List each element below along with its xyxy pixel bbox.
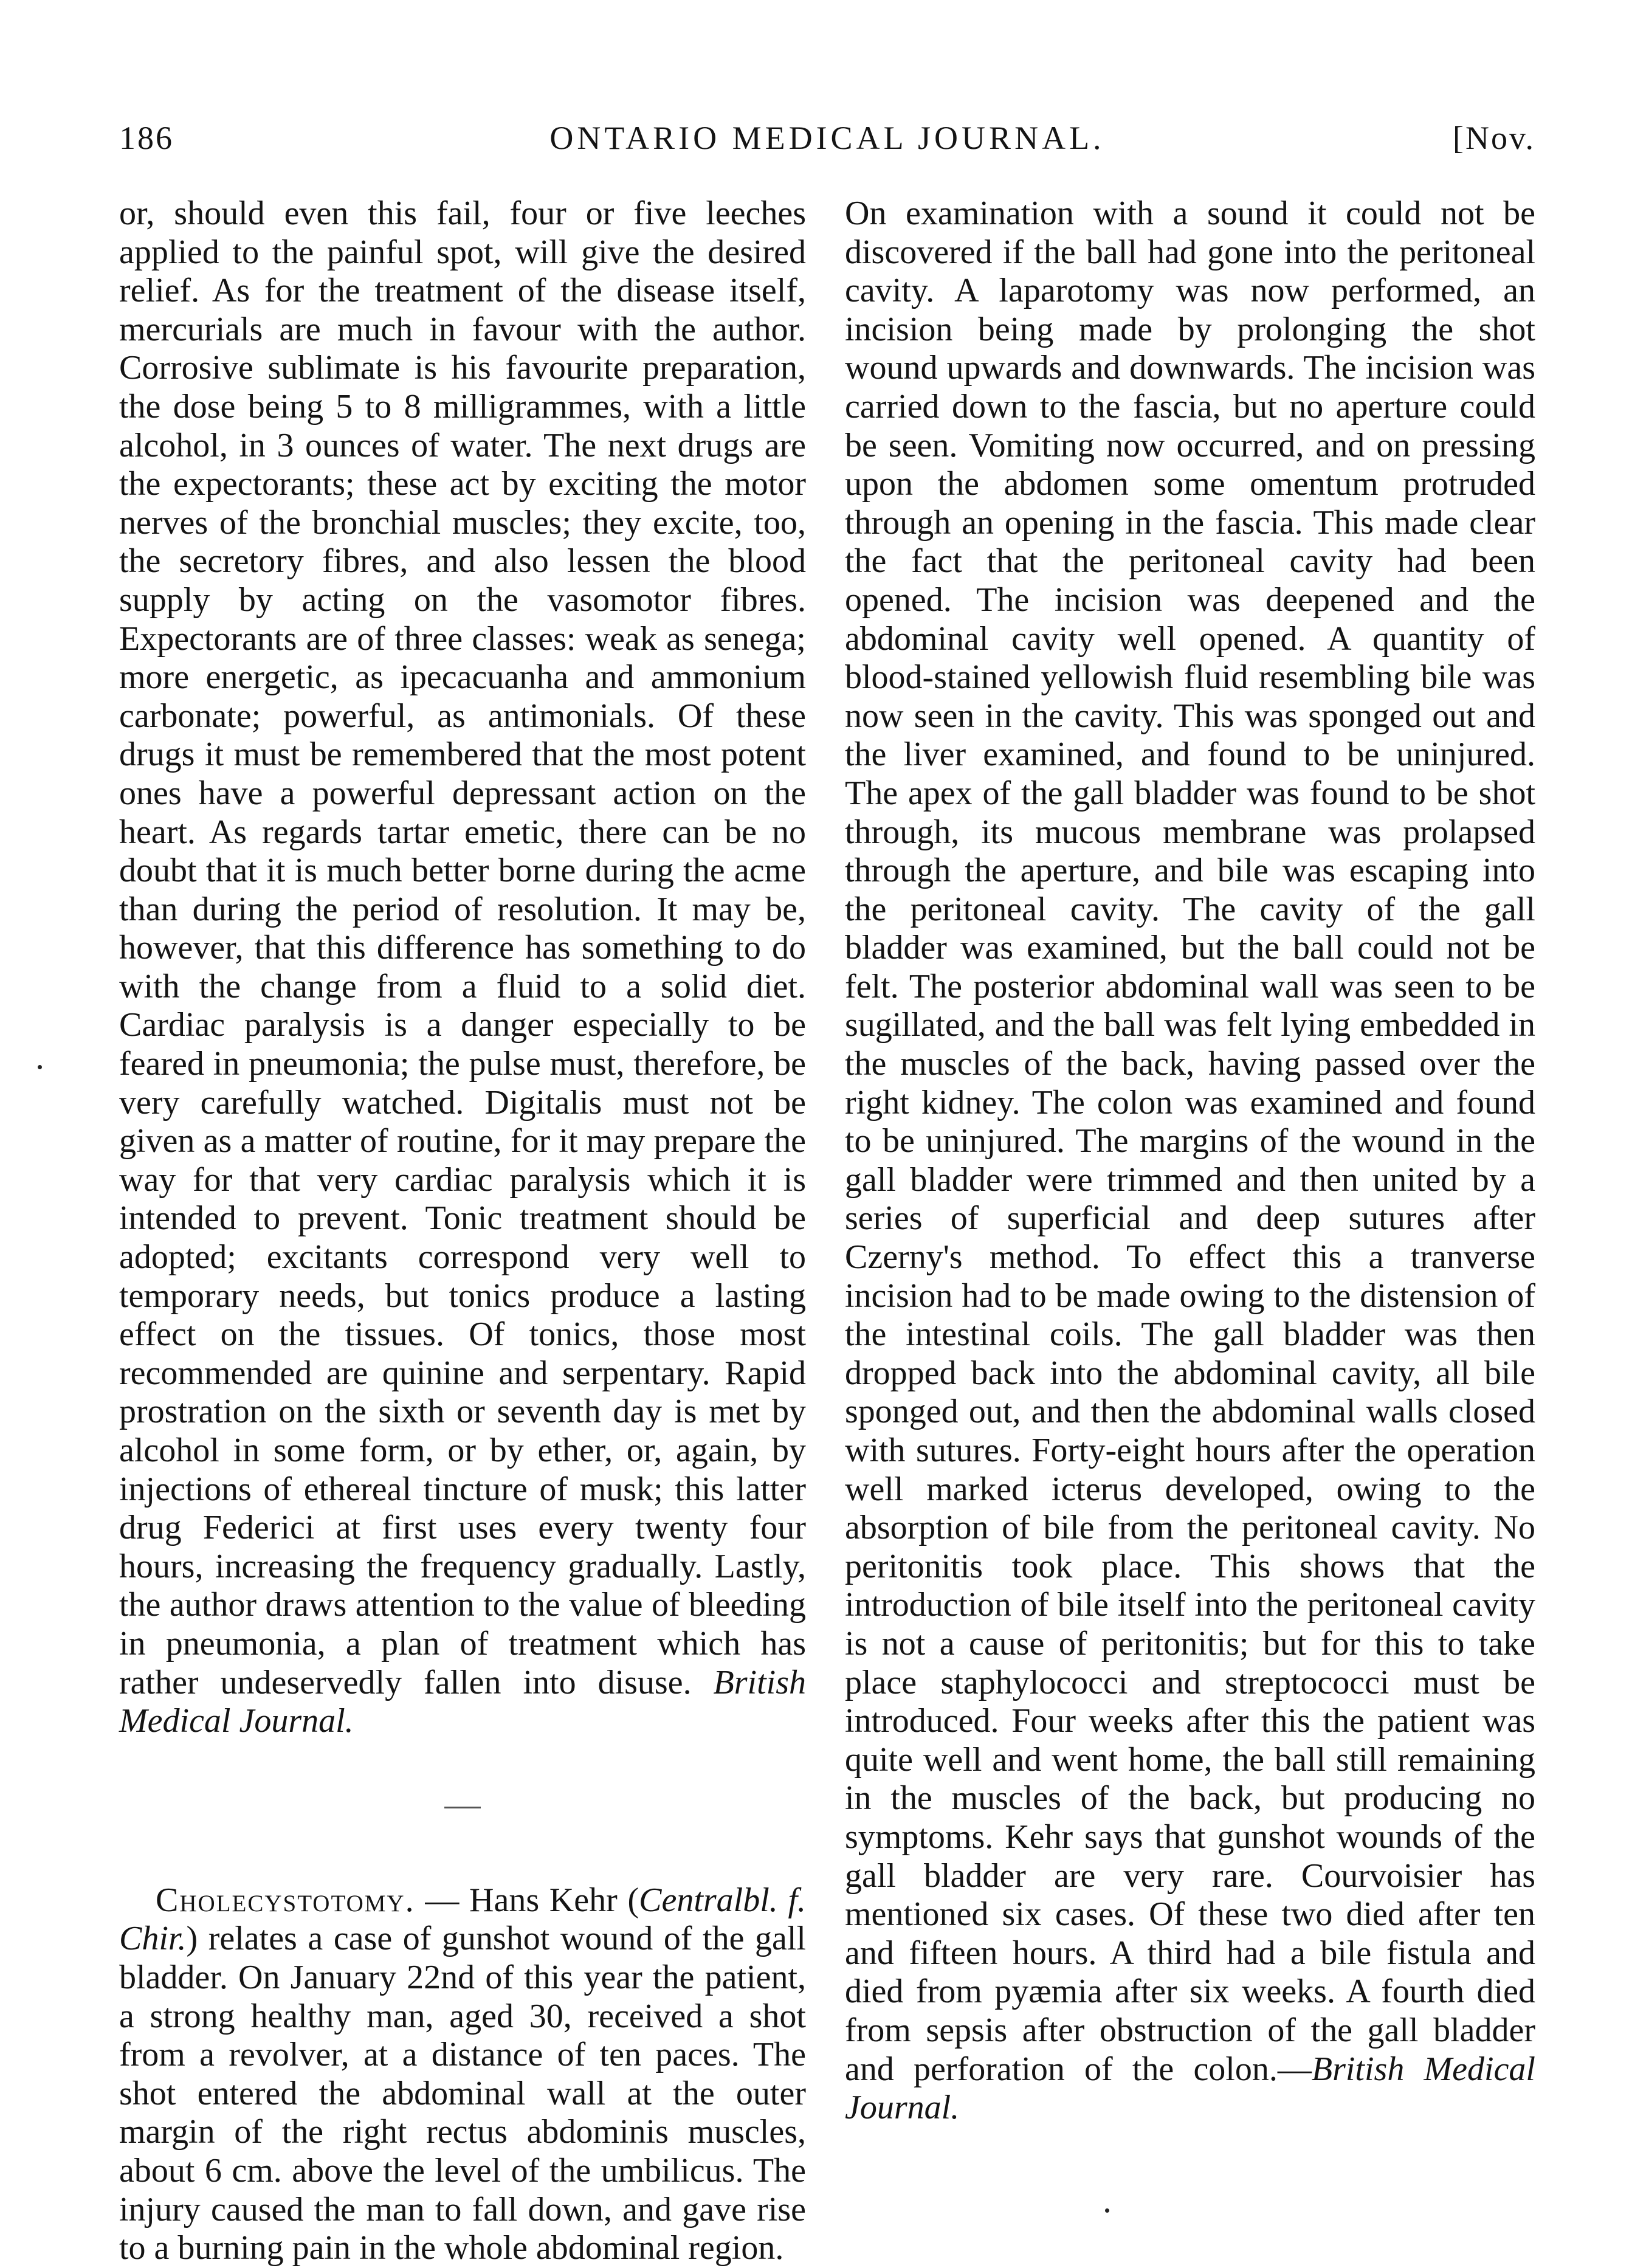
heading-dash: — — [425, 1881, 460, 1919]
print-speck — [1105, 2208, 1109, 2213]
article-heading: Cholecystotomy. — [156, 1881, 415, 1919]
source-citation: British Medical Journal. — [845, 2050, 1535, 2127]
paragraph-text: or, should even this fail, four or five leeches applied to the painful spot, will give the desired relief. As for the treatment of the disease itself, mercurials are much in favour with the author. Corrosive sublimate is his favourite preparation, the dose being 5 to 8 milligrammes, with a little alcohol, in 3 ounces of water. The next drugs are the expectorants; these act by exciting the motor nerves of the bronchial muscles; they excite, too, the secretory fibres, and also lessen the blood supply by acting on the vasomotor fibres. Expectorants are of three classes: weak as senega; more energetic, as ipecacuanha and ammonium carbonate; powerful, as antimonials. Of these drugs it must be remembered that the most potent ones have a powerful depressant action on the heart. As regards tartar emetic, there can be no doubt that it is much better borne during the acme than during the period of resolution. It may be, however, that this difference has something to do with the change from a fluid to a solid diet. Cardiac paralysis is a danger especially to be feared in pneumonia; the pulse must, therefore, be very carefully watched. Digitalis must not be given as a matter of routine, for it may prepare the way for that very cardiac paralysis which it is intended to prevent. Tonic treatment should be adopted; excitants correspond very well to temporary needs, but tonics produce a lasting effect on the tissues. Of tonics, those most recommended are quinine and serpentary. Rapid prostration on the sixth or seventh day is met by alcohol in some form, or by ether, or, again, by injections of ethereal tincture of musk; this latter drug Federici at first uses every twenty four hours, increasing the frequency gradually. Lastly, the author draws attention to the value of bleeding in pneumonia, a plan of treatment which has rather undeservedly fallen into disuse. — [119, 195, 806, 1701]
source-dash: — — [1277, 2050, 1312, 2088]
article-separator — [444, 1807, 481, 1808]
print-speck — [38, 1065, 42, 1069]
continued-article-text: On examination with a sound it could not be discovered if the ball had gone into the peritoneal cavity. A laparotomy was now performed, an incision being made by prolonging the shot wound upwards and downwards. The incision was carried down to the fascia, but no aperture could be seen. Vomiting now occurred, and on pressing upon the abdomen some omentum protruded through an opening in the fascia. This made clear the fact that the peritoneal cavity had been opened. The incision was deepened and the abdominal cavity well opened. A quantity of blood-stained yellowish fluid resembling bile was now seen in the cavity. This was sponged out and the liver examined, and found to be uninjured. The apex of the gall bladder was found to be shot through, its mucous membrane was prolapsed through the aperture, and bile was escaping into the peritoneal cavity. The cavity of the gall bladder was examined, but the ball could not be felt. The posterior abdominal wall was seen to be sugillated, and the ball was felt lying embedded in the muscles of the back, having passed over the right kidney. The colon was examined and found to be uninjured. The margins of the wound in the gall bladder were trimmed and then united by a series of superficial and deep sutures after Czerny's method. To effect this a tranverse incision had to be made owing to the distension of the intestinal coils. The gall bladder was then dropped back into the abdominal cavity, all bile sponged out, and then the abdominal walls closed with sutures. Forty-eight hours after the operation well marked icterus developed, owing to the absorption of bile from the peritoneal cavity. No peritonitis took place. This shows that the introduction of bile itself into the peritoneal cavity is not a cause of peritonitis; but for this to take place staphylococci and streptococci must be introduced. Four weeks after this the patient was quite well and went home, the ball still remaining in the muscles of the back, but producing no symptoms. Kehr says that gunshot wounds of the gall bladder are very rare. Courvoisier has mentioned six cases. Of these two died after ten and fifteen hours. A third had a bile fistula and died from pyæmia after six weeks. A fourth died from sepsis after obstruction of the gall bladder and perforation of the colon. — [845, 195, 1535, 2088]
running-title: ONTARIO MEDICAL JOURNAL. — [549, 120, 1105, 156]
continuation-paragraph — [119, 195, 806, 1741]
citation-close: ) — [186, 1920, 198, 1958]
left-column — [119, 195, 806, 2268]
right-column — [845, 195, 1535, 2128]
page-number: 186 — [119, 120, 174, 156]
article-text: relates a case of gunshot wound of the gall bladder. On January 22nd of this year the patient, a strong healthy man, aged 30, received a shot from a revolver, at a distance of ten paces. The shot entered the abdominal wall at the outer margin of the right rectus abdominis muscles, about 6 cm. above the level of the umbilicus. The injury caused the man to fall down, and gave rise to a burning pain in the whole abdominal region. — [119, 1920, 806, 2267]
article-citation: Centralbl. f. Chir. — [119, 1881, 807, 1958]
header-date: [Nov. — [1453, 120, 1535, 156]
continued-article-paragraph — [845, 195, 1535, 2128]
page-header — [119, 119, 1535, 168]
citation-open: ( — [627, 1881, 639, 1919]
article-paragraph — [119, 1881, 806, 2268]
source-citation: British Medical Journal. — [119, 1663, 807, 1740]
article-author: Hans Kehr — [469, 1881, 618, 1919]
